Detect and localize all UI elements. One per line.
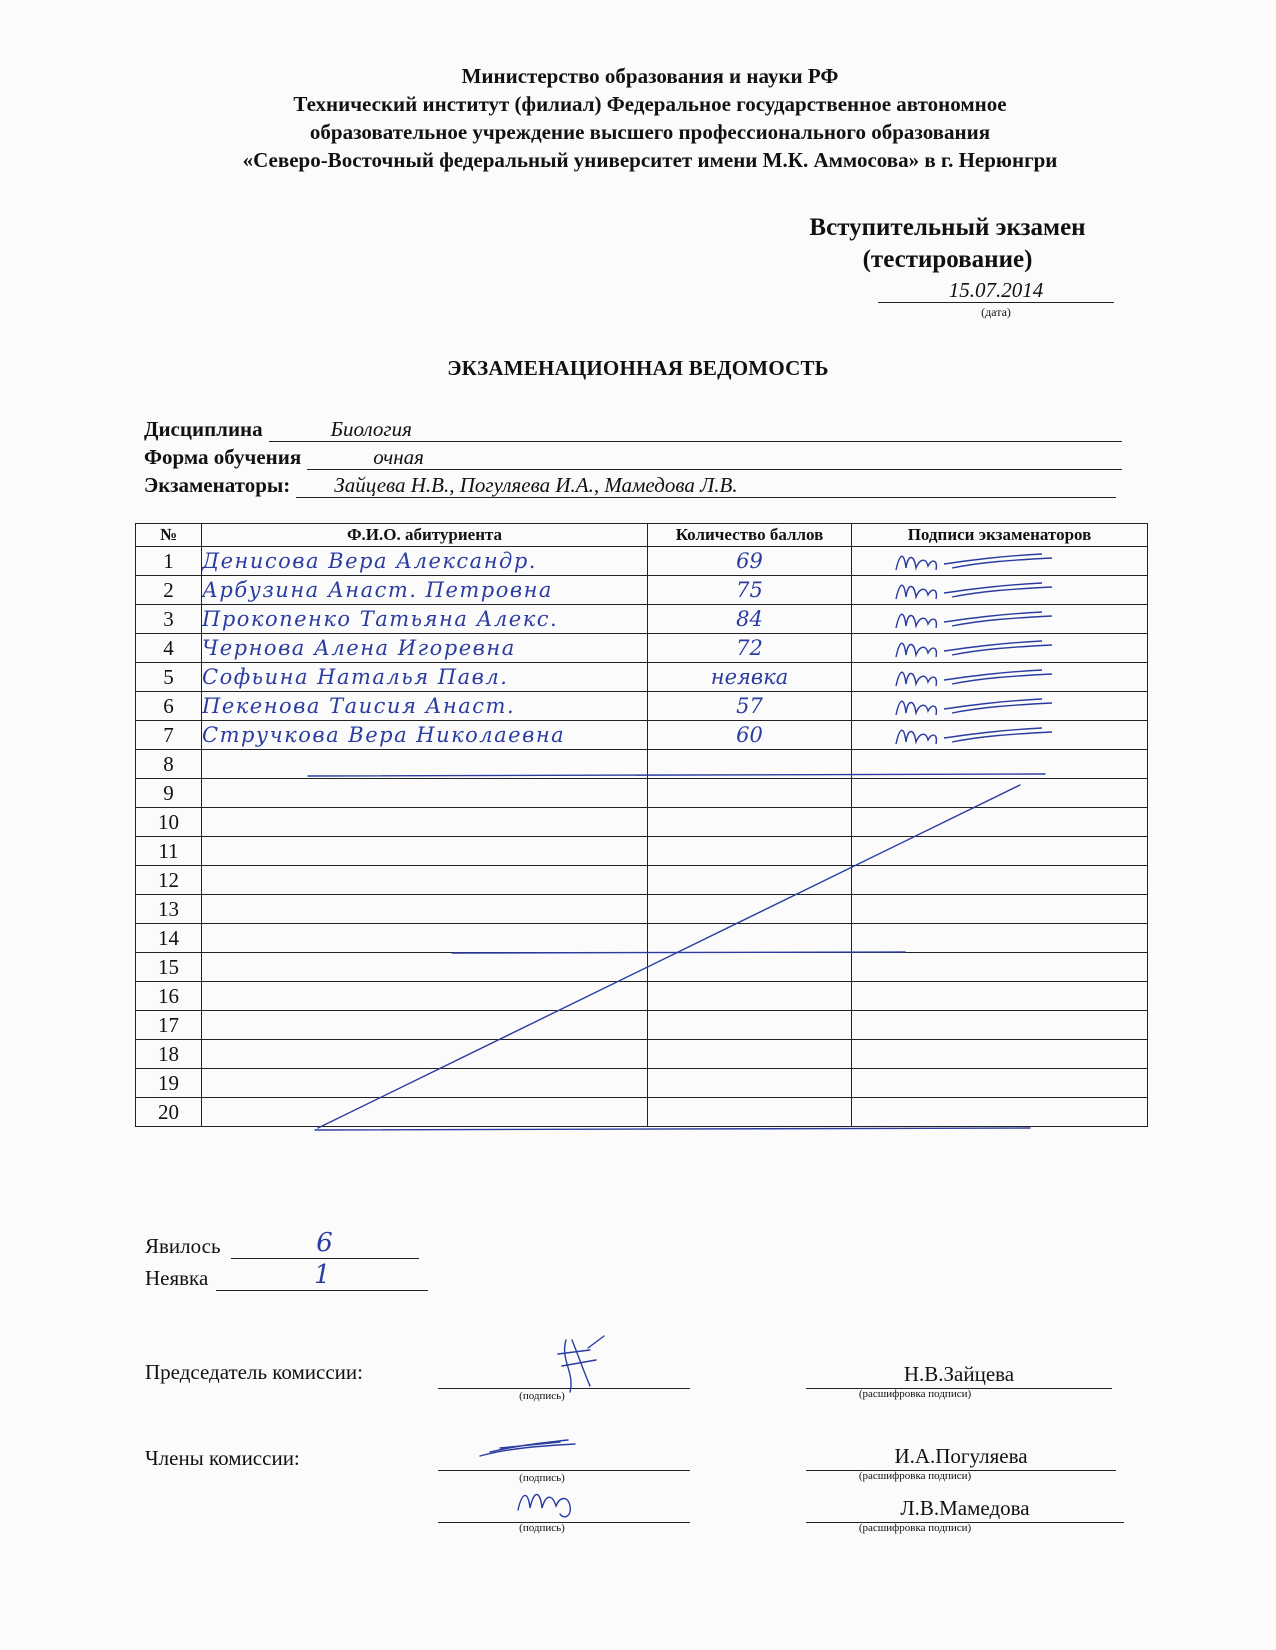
member2-decode-caption: (расшифровка подписи) <box>858 1522 972 1534</box>
discipline-label: Дисциплина <box>144 417 263 441</box>
chair-label: Председатель комиссии: <box>145 1360 363 1384</box>
col-header-signatures: Подписи экзаменаторов <box>852 524 1148 547</box>
diagonal-cancel-line <box>318 785 1020 1128</box>
row-number: 11 <box>136 837 202 866</box>
strike-line-row8 <box>308 774 1045 776</box>
member1-decode-caption: (расшифровка подписи) <box>858 1470 972 1482</box>
header-line-2: Технический институт (филиал) Федеральное государственное автономное <box>293 92 1007 116</box>
exam-date: 15.07.2014 <box>878 278 1114 303</box>
applicant-name: Чернова Алена Игоревна <box>202 634 648 663</box>
applicant-score: 72 <box>648 634 852 663</box>
row-number: 14 <box>136 924 202 953</box>
study-form-value: очная <box>307 445 1122 470</box>
examiners-label: Экзаменаторы: <box>144 473 291 497</box>
absent-value: 1 <box>216 1260 428 1291</box>
row-number: 16 <box>136 982 202 1011</box>
col-header-score: Количество баллов <box>648 524 852 547</box>
row-number: 18 <box>136 1040 202 1069</box>
present-value: 6 <box>231 1228 419 1259</box>
row-number: 5 <box>136 663 202 692</box>
row-number: 6 <box>136 692 202 721</box>
present-label: Явилось <box>145 1234 221 1258</box>
row-number: 4 <box>136 634 202 663</box>
row-number: 13 <box>136 895 202 924</box>
row-number: 10 <box>136 808 202 837</box>
chair-signature-caption: (подпись) <box>519 1390 565 1402</box>
row-number: 17 <box>136 1011 202 1040</box>
examiners-value: Зайцева Н.В., Погуляева И.А., Мамедова Л.В. <box>296 473 1116 498</box>
row-number: 1 <box>136 547 202 576</box>
row-number: 15 <box>136 953 202 982</box>
header-line-3: образовательное учреждение высшего профессионального образования <box>309 120 991 144</box>
applicant-name: Прокопенко Татьяна Алекс. <box>202 605 648 634</box>
applicant-name: Стручкова Вера Николаевна <box>202 721 648 750</box>
col-header-number: № <box>136 524 202 547</box>
discipline-value: Биология <box>269 417 1122 442</box>
row-number: 8 <box>136 750 202 779</box>
date-caption: (дата) <box>981 305 1011 319</box>
exam-type-line-2: (тестирование) <box>862 246 1033 273</box>
exam-type-line-1: Вступительный экзамен <box>809 214 1086 241</box>
chair-name: Н.В.Зайцева <box>806 1362 1112 1389</box>
row-number: 3 <box>136 605 202 634</box>
members-label: Члены комиссии: <box>145 1446 300 1470</box>
strike-line-row20 <box>315 1128 1030 1130</box>
row-number: 19 <box>136 1069 202 1098</box>
applicant-score: 75 <box>648 576 852 605</box>
chair-decode-caption: (расшифровка подписи) <box>858 1388 972 1400</box>
member1-signature-icon <box>480 1440 575 1456</box>
row-number: 20 <box>136 1098 202 1127</box>
member2-name: Л.В.Мамедова <box>806 1496 1124 1523</box>
applicant-name: Софьина Наталья Павл. <box>202 663 648 692</box>
applicant-name: Денисова Вера Александр. <box>202 547 648 576</box>
document-title: ЭКЗАМЕНАЦИОННАЯ ВЕДОМОСТЬ <box>447 356 829 380</box>
member1-signature-caption: (подпись) <box>519 1472 565 1484</box>
header-line-1: Министерство образования и науки РФ <box>461 64 839 88</box>
applicant-score: 84 <box>648 605 852 634</box>
col-header-name: Ф.И.О. абитуриента <box>202 524 648 547</box>
chair-signature-icon <box>558 1336 604 1392</box>
header-line-4: «Северо-Восточный федеральный университет имени М.К. Аммосова» в г. Нерюнгри <box>242 148 1058 172</box>
applicant-name: Пекенова Таисия Анаст. <box>202 692 648 721</box>
member2-signature-caption: (подпись) <box>519 1522 565 1534</box>
row-number: 12 <box>136 866 202 895</box>
applicant-score: 69 <box>648 547 852 576</box>
applicant-score: неявка <box>648 663 852 692</box>
row-number: 2 <box>136 576 202 605</box>
applicant-name: Арбузина Анаст. Петровна <box>202 576 648 605</box>
study-form-label: Форма обучения <box>144 445 302 469</box>
row-number: 7 <box>136 721 202 750</box>
applicant-score: 57 <box>648 692 852 721</box>
absent-label: Неявка <box>145 1266 209 1290</box>
member2-signature-icon <box>518 1495 570 1517</box>
row-number: 9 <box>136 779 202 808</box>
applicant-score: 60 <box>648 721 852 750</box>
member1-name: И.А.Погуляева <box>806 1444 1116 1471</box>
